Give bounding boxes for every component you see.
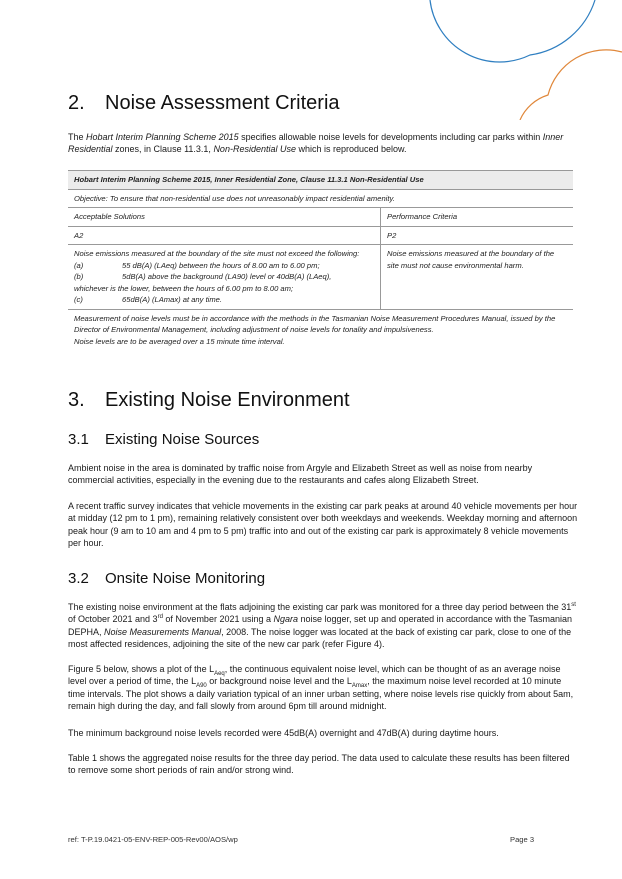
code-a2: A2: [68, 226, 381, 245]
paragraph-figure-5: Figure 5 below, shows a plot of the $L_{Aeq}$, the continuous equivalent noise level, which can be thought of as an average noise level over a period of time, the $L_{A90}$ or background noise level and the $L_{Amax}$, the maximum noise level recorded at 10 minute time intervals. The plot shows a daily variation typical of an inner urban setting, where noise levels rise quickly from about 5am, remain high during the day, and fall slowly from around 6pm till around midnight.: [68, 664, 574, 712]
paragraph-traffic-survey: A recent traffic survey indicates that vehicle movements in the existing car park peaks at around 40 vehicle movements per hour at midday (12 pm to 1 pm), remaining relatively consistent over both weekdays and weekends. Weekday morning and afternoon peak hour (9 am to 10 am and 4 pm to 5 pm) traffic into and out of the existing car park is approximately 8 vehicle movements per hour.: [68, 501, 578, 549]
use-name: Non-Residential Use: [213, 144, 296, 155]
page-number: Page 3: [510, 835, 535, 844]
section-3-1-heading: 3.1 Existing Noise Sources: [68, 431, 260, 448]
section-2-heading: [68, 92, 340, 115]
acceptable-solution-text: Noise emissions measured at the boundary of the site must not exceed the following: (a) 55 dB(A) (LAeq) between the hours of 8.00 am to 6.00 pm; (b) 5dB(A) above the background (LA90) level or 40dB(A) (LAeq), whichever is the lower, between the hours of 6.00 pm to 8.00 am; (c) 65dB(A) (LAmax) at any time.: [68, 245, 381, 310]
paragraph-minimum-levels: The minimum background noise levels recorded were 45dB(A) overnight and 47dB(A) during daytime hours.: [68, 728, 499, 738]
section-3-title: Existing Noise Environment: [105, 389, 350, 411]
performance-criteria-text: Noise emissions measured at the boundary of the site must not cause environmental harm.: [381, 245, 574, 310]
criteria-table-header: Hobart Interim Planning Scheme 2015, Inner Residential Zone, Clause 11.3.1 Non-Residential Use: [68, 171, 573, 190]
col-performance-criteria: Performance Criteria: [381, 208, 574, 227]
criteria-objective: Objective: To ensure that non-residential use does not unreasonably impact residential amenity.: [68, 189, 573, 208]
section-2-intro: The Hobart Interim Planning Scheme 2015 specifies allowable noise levels for developments including car parks within Inner Residential zones, in Clause 11.3.1, Non-Residential Use which is reproduced below.: [68, 132, 564, 155]
criteria-table: [68, 170, 573, 350]
zone-name: Inner Residential: [68, 132, 564, 155]
list-item: (b) 5dB(A) above the background (LA90) level or 40dB(A) (LAeq),: [74, 272, 332, 281]
col-acceptable-solutions: Acceptable Solutions: [68, 208, 381, 227]
section-3-2-heading: 3.2 Onsite Noise Monitoring: [68, 570, 266, 587]
code-p2: P2: [381, 226, 574, 245]
list-item: (c) 65dB(A) (LAmax) at any time.: [74, 295, 223, 304]
list-item: (a) 55 dB(A) (LAeq) between the hours of 8.00 am to 6.00 pm;: [74, 260, 320, 270]
criteria-notes: Measurement of noise levels must be in accordance with the methods in the Tasmanian Noise Measurement Procedures Manual, issued by the Director of Environmental Management, including adjustment of noise levels for tonality and impulsiveness. Noise levels are to be averaged over a 15 minute time interval.: [74, 313, 556, 346]
section-3-number: 3.: [68, 389, 85, 411]
section-2-number: 2.: [68, 92, 85, 114]
paragraph-ambient-noise: Ambient noise in the area is dominated by traffic noise from Argyle and Elizabeth Street as well as noise from nearby commercial activities, especially in the evening due to the restaurants and cafes along Elizabeth Street.: [68, 463, 533, 486]
footer-reference: ref: T-P.19.0421-05-ENV-REP-005-Rev00/AOS/wp: [68, 835, 238, 844]
section-3-heading: [68, 389, 350, 412]
section-2-title: Noise Assessment Criteria: [105, 92, 340, 114]
scheme-name: Hobart Interim Planning Scheme 2015: [86, 132, 239, 142]
paragraph-monitoring: The existing noise environment at the flats adjoining the existing car park was monitored for a three day period between the 31st of October 2021 and 3rd of November 2021 using a Ngara noise logger, set up and operated in accordance with the Tasmanian DEPHA, Noise Measurements Manual, 2008. The noise logger was located at the back of existing car park, close to one of the most affected residences, adjoining the site of the new car park (refer Figure 4).: [68, 602, 576, 650]
paragraph-table-1: Table 1 shows the aggregated noise results for the three day period. The data used to calculate these results has been filtered to remove some short periods of rain and/or strong wind.: [68, 753, 570, 776]
